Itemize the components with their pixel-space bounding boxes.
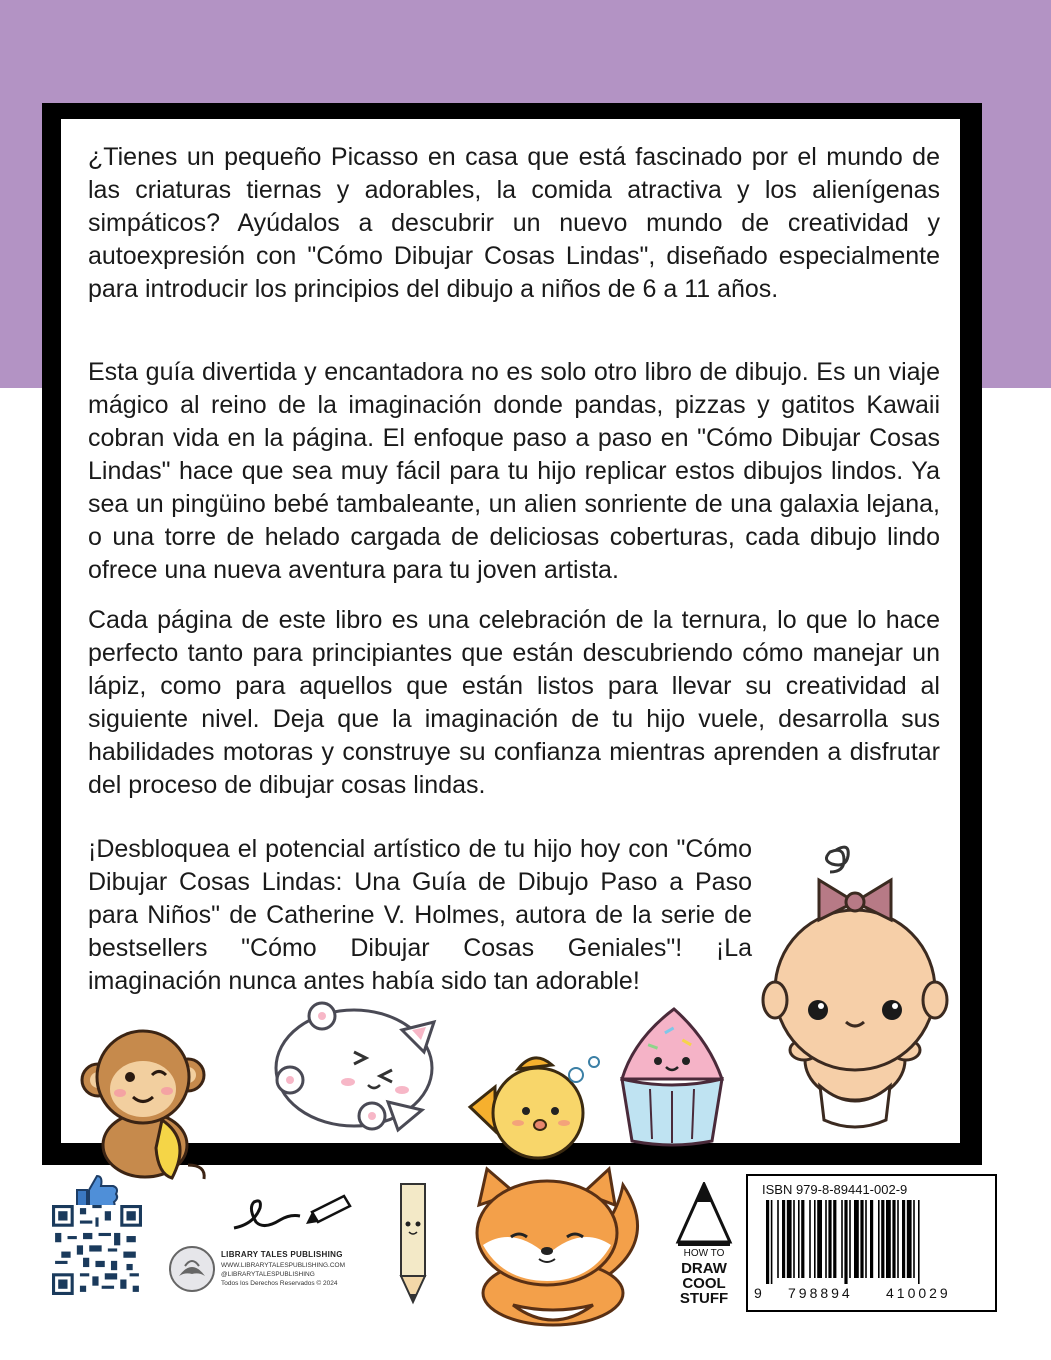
barcode-first-digit: 9 <box>754 1285 765 1301</box>
paragraph-pages: Cada página de este libro es una celebración de la ternura, lo que lo hace perfecto tanto para principiantes que están descubriendo cómo manejar un lápiz, como para aquellos que están listos para llevar su creatividad al siguiente nivel. Deja que la imaginación de tu hijo vuele, desarrolla sus habilidades motoras y construye su confianza mientras aprenden a disfrutar del proceso de dibujar cosas lindas. <box>88 606 940 799</box>
fox-icon <box>453 1165 658 1335</box>
barcode-bar <box>870 1200 873 1278</box>
paragraph-intro: ¿Tienes un pequeño Picasso en casa que está fascinado por el mundo de las criaturas tiernas y adorables, la comida atractiva y los alienígenas simpáticos? Ayúdalos a descubrir un nuevo mundo de creatividad y autoexpresión con "Cómo Dibujar Cosas Lindas", diseñado especialmente para introducir los principios del dibujo a niños de 6 a 11 años. <box>88 143 940 303</box>
cat-icon <box>262 990 447 1140</box>
barcode-bar <box>918 1200 920 1284</box>
publisher-handle: @LIBRARYTALESPUBLISHING <box>221 1271 315 1278</box>
barcode-bar <box>828 1200 831 1278</box>
barcode-box <box>746 1174 997 1312</box>
publisher-website[interactable]: WWW.LIBRARYTALESPUBLISHING.COM <box>221 1262 346 1269</box>
barcode-bar <box>844 1200 847 1284</box>
barcode-bar <box>865 1200 867 1278</box>
barcode-group-1: 798894 <box>788 1285 853 1301</box>
publisher-rights: Todos los Derechos Reservados © 2024 <box>221 1280 338 1287</box>
barcode-bar <box>787 1200 792 1278</box>
barcode-bar <box>782 1200 785 1278</box>
publisher-logo-icon <box>167 1244 217 1294</box>
series-logo-line-3: COOL <box>682 1275 726 1292</box>
barcode-group-2: 410029 <box>886 1285 951 1301</box>
publisher-name: LIBRARY TALES PUBLISHING <box>221 1250 343 1259</box>
barcode-bar <box>793 1200 795 1278</box>
barcode-bar <box>860 1200 863 1278</box>
series-logo-line-2: DRAW <box>681 1260 727 1277</box>
barcode-bar <box>777 1200 779 1278</box>
barcode-bar <box>798 1200 800 1278</box>
pencil-sketch-icon <box>232 1190 357 1240</box>
barcode-bar <box>907 1200 912 1278</box>
barcode-bar <box>913 1200 915 1278</box>
barcode-bar <box>854 1200 859 1278</box>
fish-icon <box>460 1055 605 1170</box>
barcode-bar <box>833 1200 836 1278</box>
barcode-bar <box>892 1200 895 1278</box>
barcode-bar <box>801 1200 804 1278</box>
barcode-bar <box>771 1200 773 1284</box>
barcode-bar <box>878 1200 880 1278</box>
baby-icon <box>750 840 960 1150</box>
barcode-bar <box>886 1200 891 1278</box>
cupcake-icon <box>612 1005 732 1155</box>
monkey-icon <box>70 1015 210 1185</box>
isbn-label: ISBN 979-8-89441-002-9 <box>762 1182 908 1197</box>
barcode-bar <box>902 1200 905 1278</box>
barcode-bars <box>766 1200 986 1284</box>
barcode-bar <box>881 1200 884 1278</box>
barcode-bar <box>825 1200 827 1278</box>
barcode-bar <box>766 1200 769 1284</box>
series-logo-line-1: HOW TO <box>683 1248 725 1259</box>
pencil-character-icon <box>393 1180 433 1305</box>
barcode-bar <box>849 1200 851 1278</box>
paragraph-call-to-action: ¡Desbloquea el potencial artístico de tu hijo hoy con "Cómo Dibujar Cosas Lindas: Una Guía de Dibujo Paso a Paso para Niños" de Catherine V. Holmes, autora de la serie de bestsellers "Cómo Dibujar Cosas Geniales"! ¡La imaginación nunca antes había sido tan adorable! <box>88 835 752 995</box>
paragraph-guide: Esta guía divertida y encantadora no es solo otro libro de dibujo. Es un viaje mágico al reino de la imaginación donde pandas, pizzas y gatitos Kawaii cobran vida en la página. El enfoque paso a paso en "Cómo Dibujar Cosas Lindas" hace que sea muy fácil para tu hijo replicar estos dibujos lindos. Ya sea un pingüino bebé tambaleante, un alien sonriente de una galaxia lejana, o una torre de helado cargada de deliciosas coberturas, cada dibujo lindo ofrece una nueva aventura para tu joven artista. <box>88 358 940 584</box>
qr-code-icon[interactable] <box>52 1205 142 1295</box>
barcode-bar <box>841 1200 843 1278</box>
series-logo-line-4: STUFF <box>679 1290 729 1307</box>
barcode-bar <box>817 1200 822 1278</box>
barcode-bar <box>897 1200 899 1278</box>
barcode-bar <box>809 1200 811 1278</box>
barcode-bar <box>814 1200 816 1278</box>
